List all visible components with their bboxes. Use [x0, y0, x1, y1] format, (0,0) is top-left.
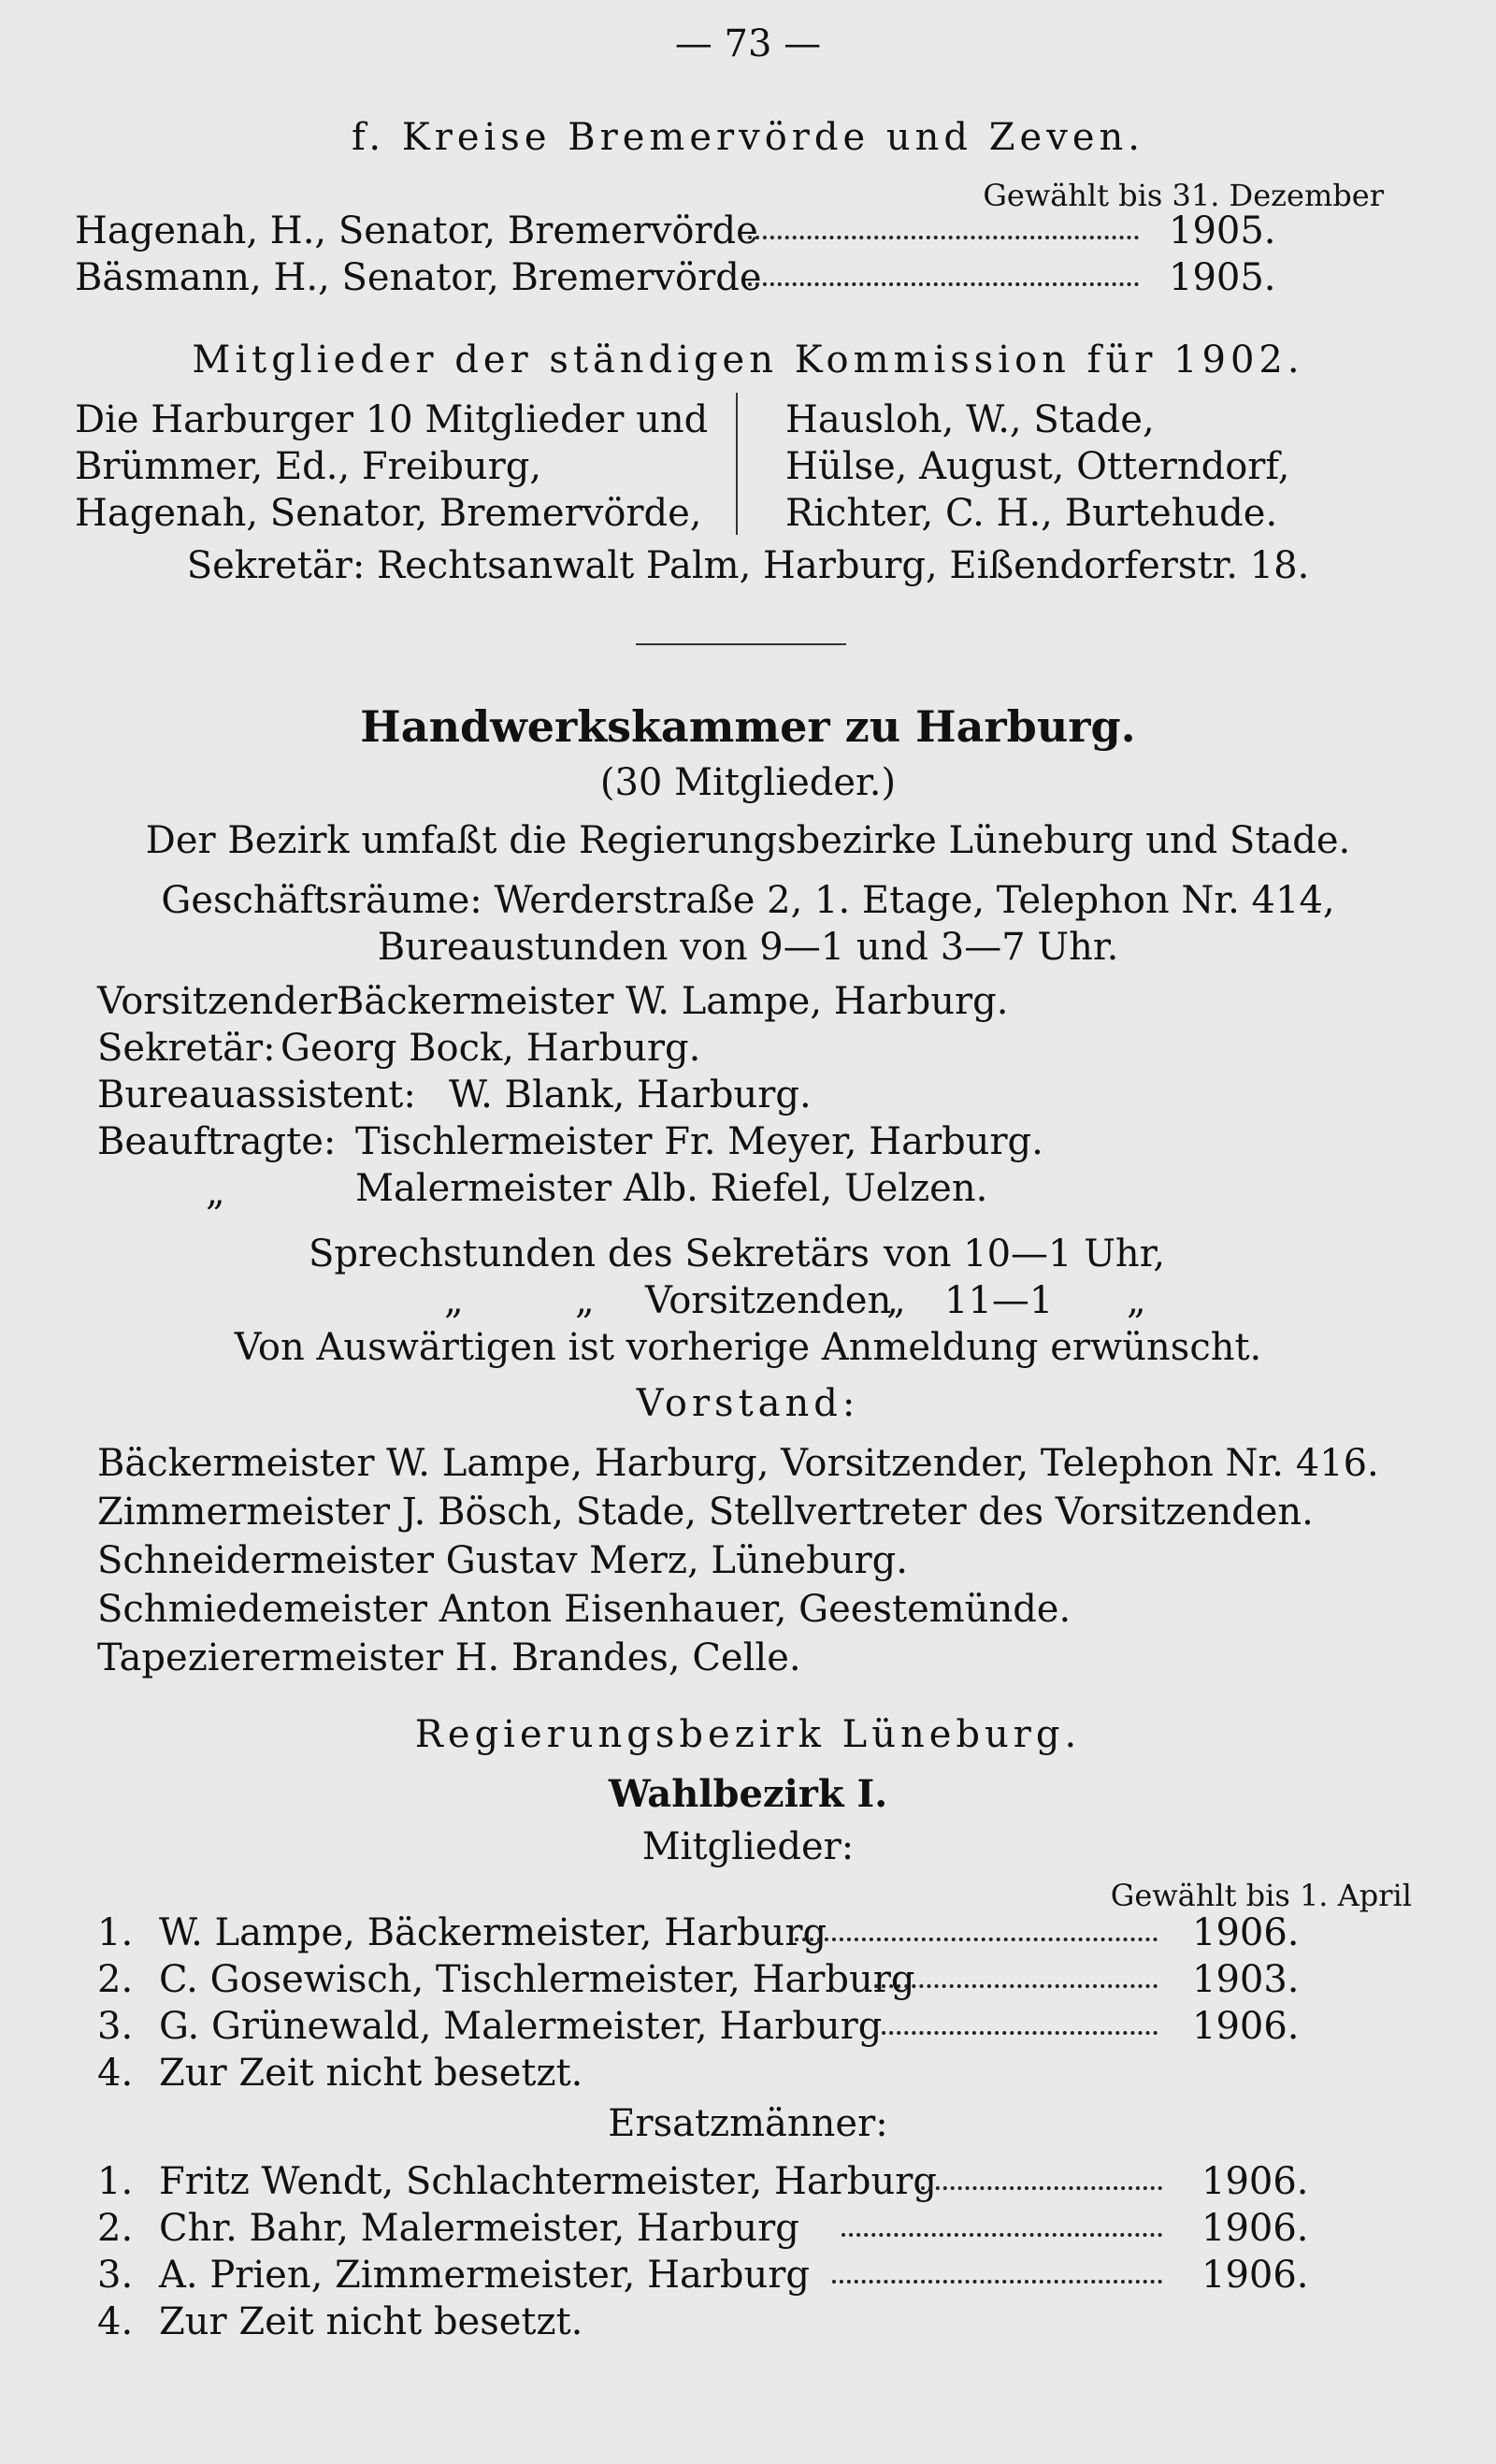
chamber-members-count: (30 Mitglieder.): [599, 761, 897, 804]
row-year: 1906.: [1192, 2005, 1300, 2048]
ditto-mark: „: [444, 1279, 464, 1322]
row-number: 3.: [97, 2005, 134, 2048]
section-divider: [636, 643, 846, 645]
consult-hours-chair-time: 11—1: [944, 1279, 1054, 1322]
official-value: Georg Bock, Harburg.: [280, 1027, 701, 1070]
entry-name: Hagenah, H., Senator, Bremervörde: [75, 209, 758, 252]
chamber-title: Handwerkskammer zu Harburg.: [360, 701, 1136, 752]
consult-hours-secretary: Sprechstunden des Sekretärs: [309, 1232, 870, 1275]
row-number: 4.: [97, 2300, 134, 2343]
row-name: W. Lampe, Bäckermeister, Harburg: [159, 1911, 827, 1954]
official-label: Beauftragte:: [97, 1120, 337, 1163]
substitute-row: [0, 2205, 1496, 2252]
row-number: 2.: [97, 2207, 134, 2250]
commission-left-2: Brümmer, Ed., Freiburg,: [75, 445, 542, 488]
row-name: Zur Zeit nicht besetzt.: [159, 2052, 583, 2095]
member-row: [0, 2050, 1496, 2097]
board-member: Zimmermeister J. Bösch, Stade, Stellvertreter des Vorsitzenden.: [97, 1491, 1314, 1534]
official-label: Vorsitzender:: [97, 980, 351, 1023]
ditto-mark: „: [206, 1171, 225, 1214]
official-label: Sekretär:: [97, 1027, 276, 1070]
official-value: Tischlermeister Fr. Meyer, Harburg.: [355, 1120, 1043, 1163]
column-divider: [736, 393, 738, 535]
members-heading: Mitglieder:: [641, 1825, 855, 1868]
dot-leader: [832, 2280, 1162, 2284]
section-f-elected-note: Gewählt bis 31. Dezember: [983, 178, 1384, 213]
official-value: W. Blank, Harburg.: [449, 1073, 812, 1117]
section-f-entry: [0, 208, 1496, 254]
row-number: 3.: [97, 2254, 134, 2297]
section-f-heading: f. Kreise Bremervörde und Zeven.: [352, 116, 1144, 159]
commission-right-2: Hülse, August, Otterndorf,: [785, 445, 1290, 488]
row-number: 1.: [97, 2160, 134, 2203]
wahlbezirk-heading: Wahlbezirk I.: [608, 1772, 888, 1816]
row-number: 1.: [97, 1911, 134, 1954]
member-row: [0, 2003, 1496, 2050]
substitutes-heading: Ersatzmänner:: [608, 2102, 888, 2145]
consult-note: Von Auswärtigen ist vorherige Anmeldung erwünscht.: [234, 1326, 1262, 1369]
row-name: C. Gosewisch, Tischlermeister, Harburg: [159, 1958, 915, 2001]
board-member: Schneidermeister Gustav Merz, Lüneburg.: [97, 1539, 908, 1582]
district-elected-note: Gewählt bis 1. April: [1110, 1878, 1412, 1913]
entry-name: Bäsmann, H., Senator, Bremervörde: [75, 256, 762, 299]
substitute-row: [0, 2158, 1496, 2205]
district-heading: Regierungsbezirk Lüneburg.: [414, 1713, 1082, 1756]
dot-leader: [874, 1984, 1158, 1988]
chamber-district: Der Bezirk umfaßt die Regierungsbezirke Lüneburg und Stade.: [145, 819, 1351, 862]
chamber-office-hours: Bureaustunden von 9—1 und 3—7 Uhr.: [377, 926, 1119, 969]
page-number: — 73 —: [674, 22, 822, 65]
official-value: Malermeister Alb. Riefel, Uelzen.: [355, 1167, 988, 1210]
row-name: G. Grünewald, Malermeister, Harburg: [159, 2005, 883, 2048]
board-member: Bäckermeister W. Lampe, Harburg, Vorsitzender, Telephon Nr. 416.: [97, 1442, 1379, 1485]
row-year: 1906.: [1201, 2160, 1309, 2203]
dot-leader: [842, 2233, 1162, 2237]
row-year: 1906.: [1192, 1911, 1300, 1954]
substitute-row: [0, 2298, 1496, 2345]
dot-leader: [874, 2031, 1158, 2035]
entry-year: 1905.: [1169, 209, 1276, 252]
ditto-mark: „: [886, 1279, 906, 1322]
dot-leader: [748, 282, 1139, 286]
consult-hours-secretary-time: von 10—1 Uhr,: [884, 1232, 1166, 1275]
row-name: Fritz Wendt, Schlachtermeister, Harburg: [159, 2160, 937, 2203]
row-year: 1906.: [1201, 2254, 1309, 2297]
board-heading: Vorstand:: [636, 1382, 860, 1425]
board-member: Tapezierermeister H. Brandes, Celle.: [97, 1636, 801, 1679]
dot-leader: [795, 1938, 1158, 1941]
dot-leader: [921, 2186, 1162, 2190]
member-row: [0, 1909, 1496, 1956]
commission-left-1: Die Harburger 10 Mitglieder und: [75, 398, 709, 441]
row-name: Zur Zeit nicht besetzt.: [159, 2300, 583, 2343]
ditto-mark: „: [1127, 1279, 1146, 1322]
commission-left-3: Hagenah, Senator, Bremervörde,: [75, 492, 702, 535]
substitute-row: [0, 2252, 1496, 2298]
entry-year: 1905.: [1169, 256, 1276, 299]
row-year: 1906.: [1201, 2207, 1309, 2250]
official-value: Bäckermeister W. Lampe, Harburg.: [337, 980, 1009, 1023]
member-row: [0, 1956, 1496, 2003]
dot-leader: [748, 236, 1139, 239]
row-year: 1903.: [1192, 1958, 1300, 2001]
board-member: Schmiedemeister Anton Eisenhauer, Geestemünde.: [97, 1588, 1072, 1631]
row-number: 4.: [97, 2052, 134, 2095]
commission-right-3: Richter, C. H., Burtehude.: [785, 492, 1278, 535]
consult-hours-chair: Vorsitzenden: [645, 1279, 892, 1322]
commission-heading: Mitglieder der ständigen Kommission für 1902.: [192, 339, 1304, 382]
row-name: A. Prien, Zimmermeister, Harburg: [159, 2254, 811, 2297]
official-label: Bureauassistent:: [97, 1073, 416, 1117]
commission-secretary: Sekretär: Rechtsanwalt Palm, Harburg, Eißendorferstr. 18.: [186, 544, 1310, 587]
ditto-mark: „: [575, 1279, 595, 1322]
commission-right-1: Hausloh, W., Stade,: [785, 398, 1155, 441]
row-name: Chr. Bahr, Malermeister, Harburg: [159, 2207, 799, 2250]
chamber-offices: Geschäftsräume: Werderstraße 2, 1. Etage, Telephon Nr. 414,: [161, 879, 1335, 922]
row-number: 2.: [97, 1958, 134, 2001]
section-f-entry: [0, 254, 1496, 301]
